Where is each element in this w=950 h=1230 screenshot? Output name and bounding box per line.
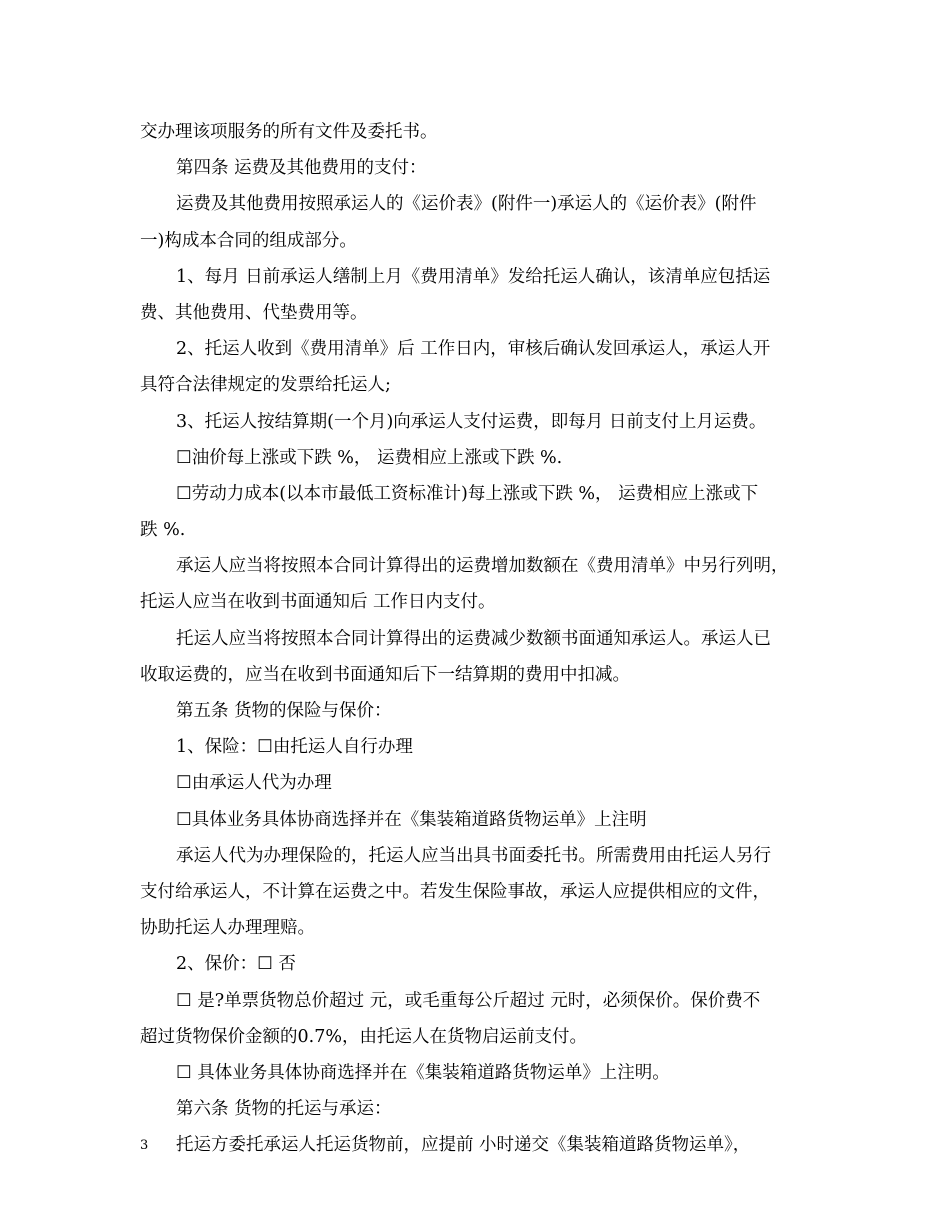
text-line: 支付给承运人，不计算在运费之中。若发生保险事故，承运人应提供相应的文件， — [140, 881, 770, 902]
text-line: 承运人代为办理保险的，托运人应当出具书面委托书。所需费用由托运人另行 — [176, 845, 771, 866]
text-line: 协助托运人办理理赔。 — [140, 918, 315, 939]
article-heading: 第五条 货物的保险与保价： — [176, 701, 392, 721]
text-line: 跌 %. — [140, 520, 186, 541]
page-number: 3 — [140, 1138, 149, 1153]
text-line: 托运人应当在收到书面通知后 工作日内支付。 — [140, 592, 496, 613]
checkbox-option-line: ☐由承运人代为办理 — [176, 773, 332, 794]
checkbox-option-line: ☐ 是?单票货物总价超过 元，或毛重每公斤超过 元时，必须保价。保价费不 — [176, 990, 761, 1011]
text-line: 费、其他费用、代垫费用等。 — [140, 302, 368, 323]
checkbox-option-line: ☐劳动力成本(以本市最低工资标准计)每上涨或下跌 %， 运费相应上涨或下 — [176, 483, 759, 504]
text-line: 承运人应当将按照本合同计算得出的运费增加数额在《费用清单》中另行列明， — [176, 556, 789, 577]
text-line: 托运方委托承运人托运货物前，应提前 小时递交《集装箱道路货物运单》， — [176, 1135, 751, 1156]
article-heading: 第六条 货物的托运与承运： — [176, 1099, 392, 1120]
text-line: 2、托运人收到《费用清单》后 工作日内，审核后确认发回承运人，承运人开 — [176, 339, 771, 360]
text-line: 3、托运人按结算期(一个月)向承运人支付运费，即每月 日前支付上月运费。 — [176, 411, 767, 432]
checkbox-option-line: ☐具体业务具体协商选择并在《集装箱道路货物运单》上注明 — [176, 809, 647, 830]
text-line: 交办理该项服务的所有文件及委托书。 — [140, 122, 438, 142]
text-line: 收取运费的，应当在收到书面通知后下一结算期的费用中扣减。 — [140, 664, 630, 685]
checkbox-option-line: ☐ 具体业务具体协商选择并在《集装箱道路货物运单》上注明。 — [176, 1062, 670, 1083]
text-line: 1、每月 日前承运人缮制上月《费用清单》发给托运人确认，该清单应包括运 — [176, 266, 771, 287]
checkbox-option-line: 1、保险：☐由托运人自行办理 — [176, 737, 413, 758]
text-line: 运费及其他费用按照承运人的《运价表》(附件一)承运人的《运价表》(附件 — [176, 194, 757, 215]
checkbox-option-line: 2、保价：☐ 否 — [176, 954, 296, 975]
article-heading: 第四条 运费及其他费用的支付： — [176, 158, 427, 179]
text-line: 托运人应当将按照本合同计算得出的运费减少数额书面通知承运人。承运人已 — [176, 628, 771, 649]
text-line: 一)构成本合同的组成部分。 — [140, 230, 357, 251]
text-line: 超过货物保价金额的0.7%，由托运人在货物启运前支付。 — [140, 1026, 587, 1047]
document-body — [140, 114, 816, 1163]
text-line: 具符合法律规定的发票给托运人; — [140, 375, 391, 396]
checkbox-option-line: ☐油价每上涨或下跌 %， 运费相应上涨或下跌 %. — [176, 447, 563, 468]
